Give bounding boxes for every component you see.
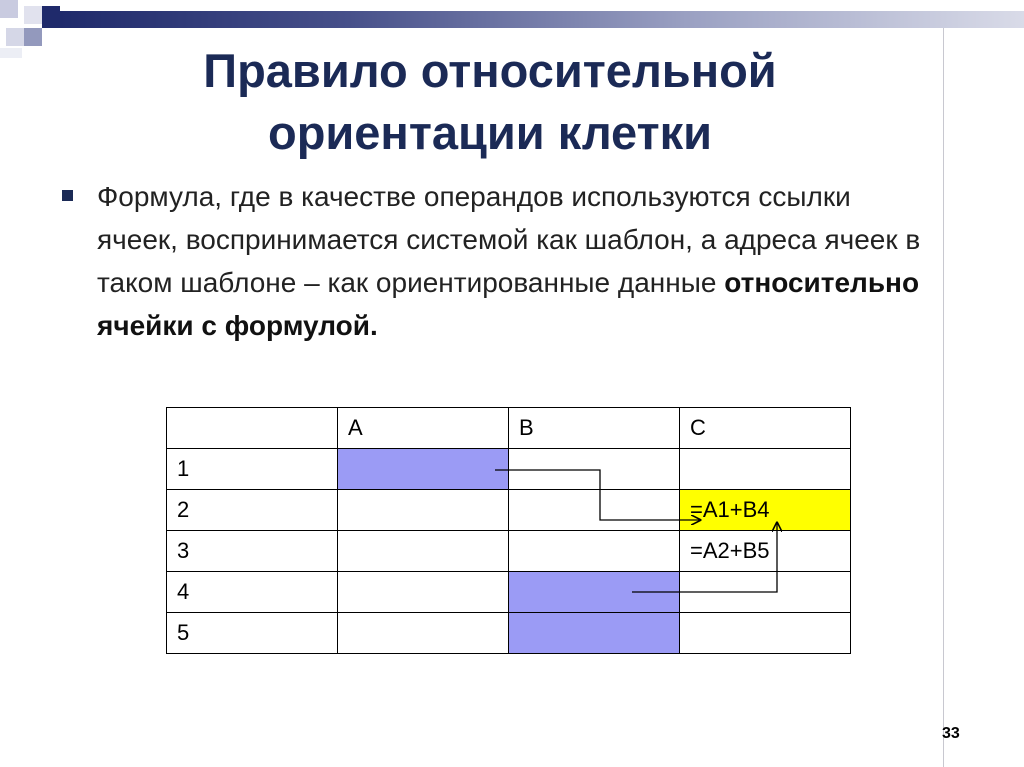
row-label: 3 (167, 531, 338, 572)
row-label: 1 (167, 449, 338, 490)
row-label: 4 (167, 572, 338, 613)
title-line-1: Правило относительной (203, 44, 777, 97)
bullet-text-normal: Формула, где в качестве операндов используются ссылки ячеек, воспринимается системой как шаблон, а адреса ячеек в таком шаблоне – как ориентированные данные (97, 181, 921, 298)
column-header-b: B (509, 408, 680, 449)
arrow-b4-to-c2 (632, 523, 777, 592)
page-number: 33 (942, 725, 960, 742)
column-header-a: A (338, 408, 509, 449)
row-label: 5 (167, 613, 338, 654)
column-header-c: C (680, 408, 851, 449)
bullet-text-bold: относительно ячейки с формулой. (97, 267, 920, 341)
title-line-2: ориентации клетки (267, 106, 713, 159)
cell-c2: =A1+B4 (680, 490, 851, 531)
arrow-a1-to-c2 (495, 470, 700, 520)
cell-c3: =A2+B5 (680, 531, 851, 572)
row-label: 2 (167, 490, 338, 531)
